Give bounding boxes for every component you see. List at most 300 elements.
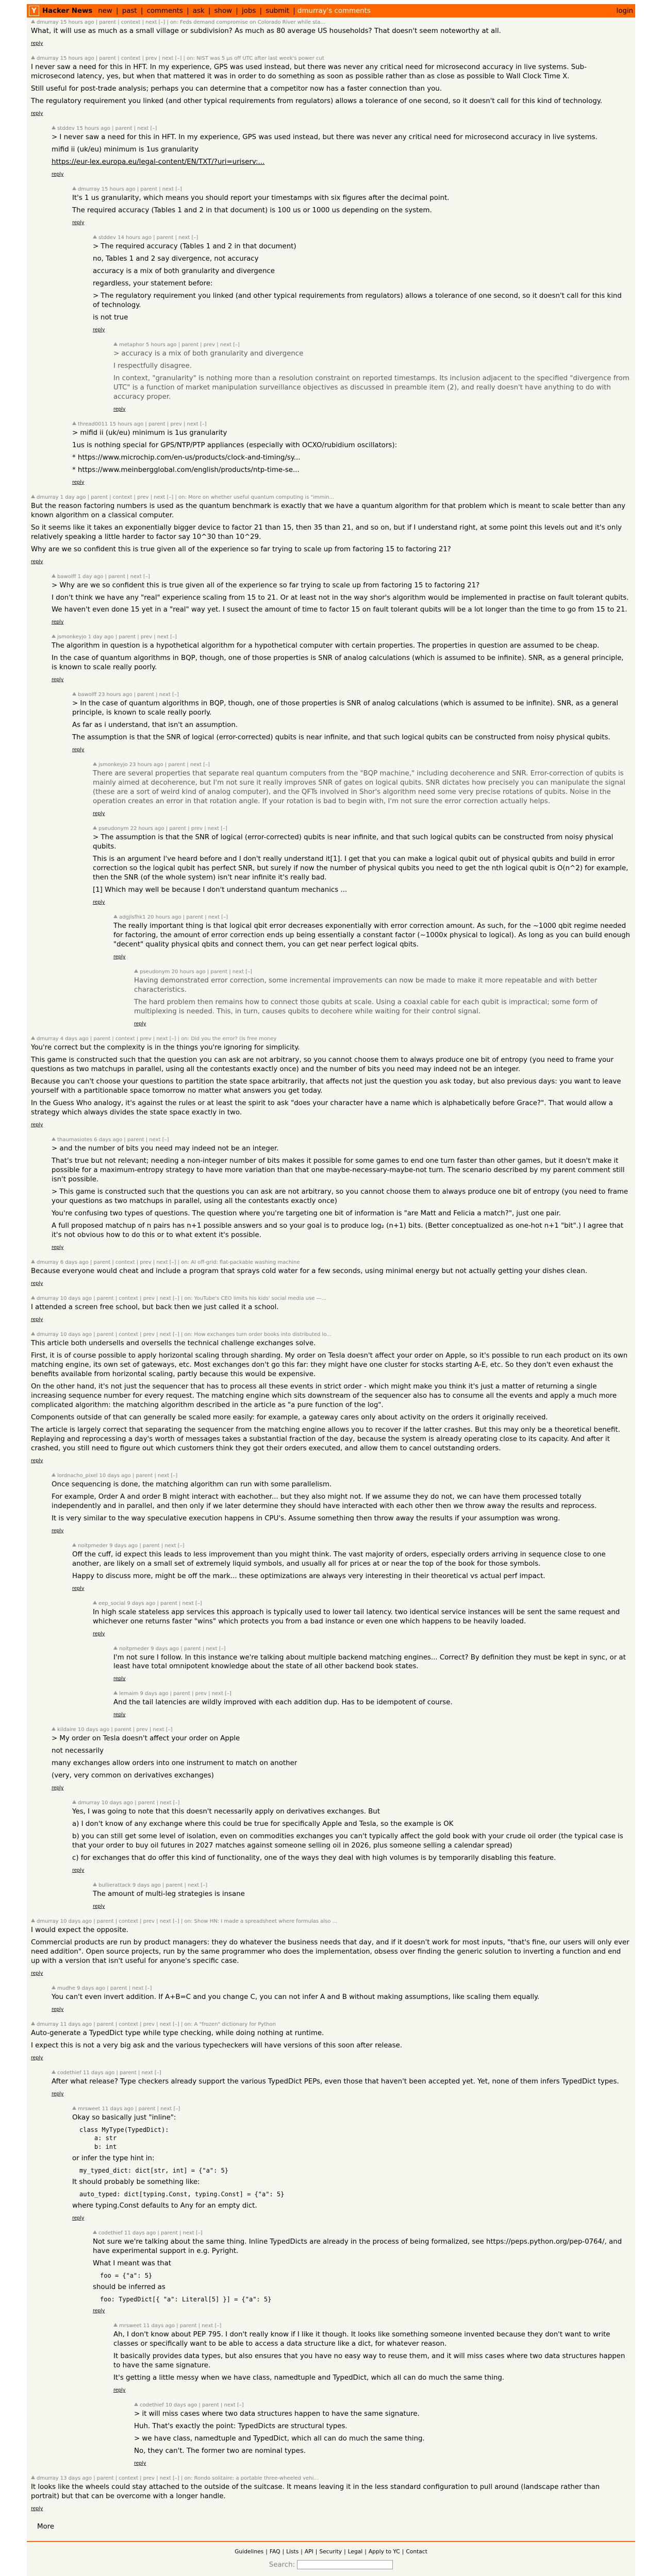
upvote-arrow-icon[interactable] [31, 2476, 35, 2479]
comment-paragraph: (very, very common on derivatives exchanges) [52, 1772, 214, 1780]
comment-paragraph: > Why are we so confident this is true given all of the experience so far trying to scale up from factoring 15 to factoring 21? [52, 581, 480, 589]
upvote-arrow-icon[interactable] [52, 1473, 56, 1477]
comment-age[interactable]: 11 days ago [102, 2106, 134, 2112]
reply-link[interactable]: reply [52, 2007, 64, 2013]
comment-header [52, 574, 630, 580]
comment [113, 1646, 635, 1689]
comment-age[interactable]: 23 hours ago [98, 692, 133, 698]
upvote-arrow-icon[interactable] [93, 826, 97, 829]
comment-age[interactable]: 15 hours ago [60, 20, 94, 25]
reply-link[interactable]: reply [72, 747, 85, 753]
upvote-arrow-icon[interactable] [31, 495, 35, 498]
comment-age[interactable]: 10 days ago [99, 1472, 131, 1479]
reply-link[interactable]: reply [93, 900, 105, 906]
comment-paragraph: or infer the type hint in: [72, 2154, 155, 2162]
upvote-arrow-icon[interactable] [72, 1800, 76, 1804]
footer-separator: | [402, 2548, 404, 2555]
comment-user[interactable]: dmurray [37, 494, 59, 500]
comment [31, 1260, 635, 1294]
reply-link[interactable]: reply [31, 2055, 43, 2061]
comment-age[interactable]: 20 hours ago [171, 969, 206, 975]
reply-link[interactable]: reply [31, 1971, 43, 1977]
comment-age[interactable]: 20 hours ago [147, 914, 181, 921]
comment-text [93, 769, 630, 806]
reply-link[interactable]: reply [72, 219, 85, 226]
comment-paragraph: no, Tables 1 and 2 say divergence, not accuracy [93, 255, 259, 263]
comment-nav[interactable]: | parent | next [–] [183, 914, 228, 921]
comment-paragraph: A full proposed matchup of n pairs has n+1 possible answers and so your goal is to produce log₂ (n+1) bits. (Better conceptualized as one-hot n+1 "bit".) I agree that it's not obvious how to do this or to what extent it's possible. [52, 1222, 624, 1239]
comment-age[interactable]: 10 days ago [101, 1800, 133, 1806]
comment-nav[interactable]: | parent | next [–] [112, 125, 157, 131]
comment-age[interactable]: 15 hours ago [76, 125, 110, 131]
comment [31, 2022, 635, 2068]
comment-nav[interactable]: | parent | next [–] [137, 186, 182, 192]
comment-paragraph: not necessarily [52, 1747, 104, 1755]
comment-text [52, 133, 630, 167]
comment-age[interactable]: 9 days ago [151, 1646, 179, 1652]
comment-header [31, 1296, 630, 1301]
comment-age[interactable]: 9 days ago [132, 1883, 161, 1889]
reply-link[interactable]: reply [52, 619, 64, 625]
comment-user[interactable]: stddev [98, 234, 116, 241]
reply-link[interactable]: reply [113, 1676, 126, 1682]
comment-nav[interactable]: | parent | prev | next [–] [115, 634, 177, 640]
footer [27, 2541, 635, 2576]
comment-paragraph: Because you can't choose your questions to partition the state space arbitrarily, that affects not just the question you ask today, but also previous days: you want to leave yourself with a partitionable space tomorrow no matter what answers you get today. [31, 1078, 621, 1095]
comment-text [93, 1890, 630, 1899]
upvote-arrow-icon[interactable] [52, 574, 56, 578]
y-logo[interactable]: Y [29, 6, 39, 16]
comment-user[interactable]: lordnacho_pixel [57, 1472, 98, 1479]
comment-age[interactable]: 9 days ago [77, 1986, 106, 1992]
comment-age[interactable]: 6 days ago [60, 1259, 89, 1265]
upvote-arrow-icon[interactable] [31, 1036, 35, 1040]
comment [31, 56, 635, 124]
upvote-arrow-icon[interactable] [31, 1332, 35, 1335]
upvote-arrow-icon[interactable] [72, 1543, 76, 1547]
top-bar [27, 4, 635, 18]
comment-user[interactable]: dmurray [37, 1036, 59, 1042]
comment-user[interactable]: dmurray [78, 1800, 100, 1806]
comment-nav[interactable]: | parent | next [–] [162, 1883, 208, 1889]
user-comments-title[interactable]: dmurray's comments [297, 7, 371, 15]
comment-age[interactable]: 5 hours ago [146, 342, 177, 348]
reply-link[interactable]: reply [52, 171, 64, 177]
reply-link[interactable]: reply [31, 110, 43, 116]
comment-paragraph: Auto-generate a TypedDict type while type checking, while doing nothing at runtime. [31, 2029, 324, 2038]
comment-paragraph: is not true [93, 313, 128, 321]
upvote-arrow-icon[interactable] [31, 20, 35, 23]
comment-text [134, 2410, 630, 2456]
comment-list [27, 18, 635, 2519]
comment-user[interactable]: dmurray [37, 20, 59, 25]
comment-user[interactable]: thaumasiotes [57, 1137, 92, 1143]
comment-age[interactable]: 6 days ago [94, 1137, 123, 1143]
comment-age[interactable]: 4 days ago [60, 1036, 89, 1042]
comment-paragraph: Okay so basically just "inline": [72, 2114, 176, 2122]
comment-user[interactable]: bullierattack [98, 1883, 131, 1889]
comment-nav[interactable]: | parent | context | prev | next [–] | on: Rondo solitaire: a portable three-wheeled vehi... [93, 2476, 319, 2482]
upvote-arrow-icon[interactable] [31, 1919, 35, 1922]
comment [52, 1473, 635, 1541]
comment [72, 1543, 635, 1599]
comment-header [72, 1543, 630, 1549]
comment-nav[interactable]: | parent | next [–] [132, 1472, 178, 1479]
code-block: my_typed_dict: dict[str, int] = {"a": 5} [79, 2166, 228, 2174]
comment-age[interactable]: 14 hours ago [118, 234, 152, 241]
comment-paragraph: The assumption is that the SNR of logical (error-corrected) qubits is near infinite, and that such logical qubits can be constructed from noisy physical qubits. [72, 734, 610, 742]
comment-nav[interactable]: | parent | context | prev | next [–] | on: A "frozen" dictionary for Python [93, 2022, 276, 2028]
comment-nav[interactable]: | parent | prev | next [–] [170, 1691, 231, 1697]
upvote-arrow-icon[interactable] [31, 1260, 35, 1263]
upvote-arrow-icon[interactable] [52, 1137, 56, 1141]
reply-link[interactable]: reply [113, 406, 126, 412]
comment-user[interactable]: dmurray [37, 2476, 59, 2482]
footer-link[interactable]: API [304, 2548, 313, 2555]
comment-nav[interactable]: | parent | next [–] [157, 1600, 202, 1606]
comment-age[interactable]: 15 hours ago [60, 55, 94, 61]
footer-separator: | [301, 2548, 303, 2555]
reply-link[interactable]: reply [93, 1631, 105, 1637]
comment-paragraph: The algorithm in question is a hypothetical algorithm for a hypothetical computer with certain properties. The properties in question are assumed to be cheap. [52, 642, 600, 650]
comment-header [93, 1601, 630, 1606]
comment-nav[interactable]: | parent | next [–] [207, 969, 252, 975]
comment-user[interactable]: metaphor [119, 342, 144, 348]
comment-nav[interactable]: | parent | next [–] [134, 692, 179, 698]
comment-paragraph: > The regulatory requirement you linked (and other typical requirements from regulators) allows a tolerance of one second, so it doesn't call for this kind of technology. [93, 292, 622, 309]
footer-link[interactable]: Guidelines [235, 2548, 264, 2555]
upvote-arrow-icon[interactable] [72, 692, 76, 696]
comment-age[interactable]: 9 days ago [140, 1691, 169, 1697]
comment-user[interactable]: noitpmeder [119, 1646, 150, 1652]
more-link[interactable]: More [37, 2523, 55, 2531]
nav-link-comments[interactable]: comments [146, 7, 183, 15]
reply-link[interactable]: reply [93, 811, 105, 817]
comment [72, 2106, 635, 2228]
comment-user[interactable]: dmurray [37, 55, 59, 61]
upvote-arrow-icon[interactable] [31, 56, 35, 59]
comment-text [113, 2330, 630, 2383]
comment [93, 235, 635, 340]
nav-link-new[interactable]: new [98, 7, 112, 15]
reply-link[interactable]: reply [134, 1021, 146, 1027]
comment [93, 762, 635, 824]
search-input[interactable] [297, 2560, 393, 2569]
comment-paragraph: It is very similar to the way speculative execution happens in CPU's. Assume something then throw away the results if your assumption was wrong. [52, 1514, 560, 1522]
comment-paragraph: The hard problem then remains how to connect those qubits at scale. Using a coaxial cable for each qubit is impractical; some form of multiplexing is needed. This, in turn, causes qubits to decohere while waiting for their control signal. [134, 998, 598, 1016]
comment-header [113, 2323, 630, 2329]
comment-paragraph: Once sequencing is done, the matching algorithm can run with some parallelism. [52, 1480, 332, 1488]
comment-nav[interactable]: | parent | next [–] [157, 2230, 203, 2236]
footer-link[interactable]: Apply to YC [368, 2548, 400, 2555]
reply-link[interactable]: reply [52, 1785, 64, 1791]
comment-nav[interactable]: | parent | context | prev | next [–] | on: NIST was 5 µs off UTC after last week's power cut [95, 55, 324, 61]
comment-age[interactable]: 23 hours ago [129, 762, 163, 768]
comment-paragraph: For example, Order A and order B might interact with eachother... but they also might not. If we assume they do not, we can have them processed totally independently and in parallel, and then only if we later determine they should have interacted with each other then we throw away the results and reprocess. [52, 1493, 597, 1510]
comment-paragraph: So it seems like it takes an exponentially bigger device to factor 21 than 15, then 35 than 21, and so on, but if I understand right, at some point this levels out and it's only relatively speaking a little harder to factor say 10^30 than 10^29. [31, 523, 622, 541]
comment-paragraph: Why are we so confident this is true given all of the experience so far trying to scale up from factoring 15 to factoring 21? [31, 545, 451, 553]
nav-link-jobs[interactable]: jobs [242, 7, 256, 15]
upvote-arrow-icon[interactable] [113, 2323, 118, 2327]
upvote-arrow-icon[interactable] [113, 1646, 118, 1650]
upvote-arrow-icon[interactable] [31, 1296, 35, 1299]
comment-paragraph: a) I don't know of any exchange where this could be true for specifically Apple and Tesla, so the example is OK [72, 1820, 454, 1828]
upvote-arrow-icon[interactable] [113, 914, 118, 918]
comment-age[interactable]: 13 days ago [60, 2476, 92, 2482]
comment-nav[interactable]: | parent | context | prev | next [–] | on: How exchanges turn order books into distributed lo... [93, 1331, 332, 1337]
comment-paragraph: I expect this is not a very big ask and the various typecheckers will have versions of this soon after release. [31, 2042, 402, 2050]
comment-user[interactable]: jsmonkeyjo [57, 634, 87, 640]
reply-link[interactable]: reply [52, 2091, 64, 2097]
comment-nav[interactable]: | parent | next [–] [198, 2402, 244, 2409]
comment-user[interactable]: stddev [57, 125, 75, 131]
comment-paragraph: In context, "granularity" is nothing more than a resolution constraint on reported timestamps. Its inclusion adjacent to the specified "divergence from UTC" is a function of market manipulation surveillance objectives as discussed in preamble item (2), and really doesn't have anything to do with accuracy proper. [113, 374, 630, 401]
comment-nav[interactable]: | parent | next [–] [176, 2323, 222, 2329]
comment-paragraph: And the tail latencies are wildly improved with each addition dup. Has to be idempotent of course. [113, 1699, 453, 1707]
comment-text [31, 1926, 630, 1966]
comment-paragraph: I don't think we have any "real" experience scaling from 15 to 21. Or at least not in the way shor's algorithm would be implemented in practise on fault tolerant qubits. [52, 594, 629, 602]
upvote-arrow-icon[interactable] [72, 187, 76, 190]
comment-nav[interactable]: | parent | context | next [–] | on: Feds demand compromise on Colorado River while sta... [95, 20, 325, 25]
reply-link[interactable]: reply [134, 2461, 146, 2467]
comment-paragraph: What I meant was that [93, 2260, 171, 2268]
comment-user[interactable]: pseudonym [98, 826, 129, 832]
upvote-arrow-icon[interactable] [72, 2106, 76, 2110]
comment-paragraph: * https://www.microchip.com/en-us/products/clock-and-timing/sy... [72, 453, 301, 462]
upvote-arrow-icon[interactable] [72, 421, 76, 425]
comment-paragraph: There are several properties that separate real quantum computers from the "BQP machine," including decoherence and SNR. Error-correction of qubits is mainly aimed at decoherence, but I'm not sure it really improves SNR of gates on logical qubits. SNR dictates how precisely you can manipulate the signal (these are a sort of weird kind of analog computer), and the QFTs involved in Shor's algorithm need some very precise rotations of qubits. Noise in the operation creates an error in that rotation angle. If your rotation is bad to begin with, I'm not sure the error correction actually helps. [93, 770, 625, 806]
reply-link[interactable]: reply [93, 2308, 105, 2314]
comment-paragraph: where typing.Const defaults to Any for an empty dict. [72, 2202, 257, 2210]
comment-text [52, 1144, 630, 1240]
reply-link[interactable]: reply [31, 558, 43, 565]
reply-link[interactable]: reply [72, 1868, 85, 1874]
comment-text [31, 1043, 630, 1117]
comment-paragraph: * https://www.meinbergglobal.com/english/products/ntp-time-se... [72, 466, 300, 474]
comment [134, 969, 635, 1034]
comment-paragraph: You can't even invert addition. If A+B=C and you change C, you can not infer A and B without making assumptions, like scaling them equally. [52, 1993, 540, 2002]
comment-user[interactable]: bawolff [57, 573, 76, 580]
comment-user[interactable]: dmurray [78, 186, 100, 192]
comment-header [72, 1800, 630, 1806]
comment-age[interactable]: 11 days ago [83, 2070, 115, 2076]
comment-paragraph: Because everyone would cheat and include a program that sprays cold water for a few seconds, using minimal energy but not actually getting your dishes clean. [31, 1267, 588, 1275]
comment-paragraph: The article is largely correct that separating the sequencer from the matching engine allows you to recover if the latter crashes. But this may only be a theoretical benefit. Replaying and reprocessing a day's worth of messages takes a substantial fraction of the day, because the system is already operating close to its capacity. And after it crashed, you still need to figure out which customers think they got their orders executed, and allow them to cancel outstanding orders. [31, 1426, 620, 1452]
comment-nav[interactable]: | parent | next [–] [180, 1646, 226, 1652]
comment-age[interactable]: 9 days ago [127, 1600, 156, 1606]
footer-link[interactable]: Lists [286, 2548, 299, 2555]
comment-paragraph: In the Guess Who analogy, it's against the rules or at least the spirit to ask "does your character have a name which is alphabetically before Grace?". That would allow a strategy which always divides the state space exactly in two. [31, 1099, 613, 1116]
comment-user[interactable]: codethief [57, 2070, 81, 2076]
comment-age[interactable]: 1 day ago [77, 573, 104, 580]
reply-link[interactable]: reply [31, 2506, 43, 2512]
reply-link[interactable]: reply [72, 2215, 85, 2222]
comment [113, 914, 635, 967]
comment-user[interactable]: dmurray [37, 1259, 59, 1265]
upvote-arrow-icon[interactable] [31, 2022, 35, 2025]
comment-nav[interactable]: | parent | context | prev | next [–] | on: More on whether useful quantum computing is "immin... [87, 494, 335, 500]
comment-user[interactable]: adgjlsfhk1 [119, 914, 146, 921]
comment-age[interactable]: 10 days ago [60, 1919, 92, 1925]
comment-paragraph: accuracy is a mix of both granularity and divergence [93, 267, 275, 275]
comment-age[interactable]: 11 days ago [60, 2022, 92, 2028]
comment-age[interactable]: 9 days ago [109, 1543, 138, 1549]
upvote-arrow-icon[interactable] [52, 2070, 56, 2074]
nav-separator: | [184, 7, 191, 15]
nav-separator: | [234, 7, 241, 15]
comment-nav[interactable]: | parent | context | prev | next [–] | on: Did you the error? (Is free money [90, 1036, 277, 1042]
upvote-arrow-icon[interactable] [134, 2402, 138, 2406]
comment-age[interactable]: 10 days ago [77, 1727, 110, 1733]
reply-link[interactable]: reply [72, 479, 85, 485]
nav-link-ask[interactable]: ask [192, 7, 205, 15]
reply-link[interactable]: reply [31, 1458, 43, 1464]
comment-paragraph: > and the number of bits you need may indeed not be an integer. [52, 1144, 279, 1153]
upvote-arrow-icon[interactable] [93, 235, 97, 239]
nav-separator: | [138, 7, 145, 15]
comment-age[interactable]: 1 day ago [60, 494, 86, 500]
comment-age[interactable]: 15 hours ago [101, 186, 136, 192]
reply-link[interactable]: reply [31, 1122, 43, 1128]
comment-header [72, 421, 630, 427]
nav-link-show[interactable]: show [214, 7, 233, 15]
comment-nav[interactable]: | parent | next [–] [105, 573, 150, 580]
reply-link[interactable]: reply [31, 40, 43, 46]
comment-paragraph: many exchanges allow orders into one instrument to match on another [52, 1759, 297, 1768]
reply-link[interactable]: reply [93, 1904, 105, 1910]
comment-nav[interactable]: | parent | prev | next [–] [145, 421, 207, 427]
reply-link[interactable]: reply [31, 1280, 43, 1286]
nav-link-submit[interactable]: submit [266, 7, 290, 15]
comment-user[interactable]: jsmonkeyjo [98, 762, 128, 768]
comment-user[interactable]: noitpmeder [78, 1543, 108, 1549]
site-title[interactable]: Hacker News [42, 7, 93, 15]
comment-user[interactable]: dmurray [37, 2022, 59, 2028]
reply-link[interactable]: reply [52, 677, 64, 683]
comment-user[interactable]: dmurray [37, 1295, 59, 1301]
comment-user[interactable]: dmurray [37, 1331, 59, 1337]
reply-link[interactable]: reply [52, 1244, 64, 1250]
comment-text [93, 242, 630, 323]
upvote-arrow-icon[interactable] [93, 2230, 97, 2234]
comment-nav[interactable]: | parent | next [–] [153, 234, 198, 241]
comment-text [31, 27, 630, 36]
comment-paragraph: > it will miss cases where two data structures happen to have the same signature. [134, 2410, 420, 2418]
login-link[interactable]: login [616, 7, 633, 15]
comment-user[interactable]: eep_social [98, 1600, 126, 1606]
upvote-arrow-icon[interactable] [113, 1691, 118, 1694]
comment-user[interactable]: mrsweet [119, 2323, 142, 2329]
comment-nav[interactable]: | parent | next [–] [164, 762, 210, 768]
nav-link-past[interactable]: past [122, 7, 137, 15]
comment [31, 1036, 635, 1135]
comment-age[interactable]: 1 day ago [88, 634, 114, 640]
upvote-arrow-icon[interactable] [93, 1601, 97, 1604]
comment-user[interactable]: pseudonym [140, 969, 170, 975]
comment-user[interactable]: lemaim [119, 1691, 139, 1697]
comment-user[interactable]: dmurray [37, 1919, 59, 1925]
footer-link[interactable]: Contact [406, 2548, 427, 2555]
comment-paragraph: [1] Which may well be because I don't understand quantum mechanics ... [93, 886, 347, 894]
comment-user[interactable]: codethief [140, 2402, 164, 2409]
comment-paragraph: b) you can still get some level of isolation, even on commodities exchanges you can't typically affect the gold book with your crude oil order (the typical case is that your order to buy oil futures in 2027 matches against someone selling oil in 2026, plus someone selling a calendar spread) [72, 1833, 623, 1850]
comment-paragraph: It's getting a little messy when we have class, namedtuple and TypedDict, which all can do much the same thing. [113, 2374, 505, 2382]
upvote-arrow-icon[interactable] [134, 969, 138, 973]
comment-nav[interactable]: | parent | next [–] [116, 2070, 161, 2076]
comment-age[interactable]: 10 days ago [166, 2402, 197, 2409]
code-block: foo: TypedDict[{ "a": Literal[5] }] = {"a": 5} [100, 2296, 272, 2303]
comment-header [31, 20, 630, 25]
upvote-arrow-icon[interactable] [52, 634, 56, 638]
comment-user[interactable]: bawolff [78, 692, 97, 698]
comment-nav[interactable]: | parent | prev | next [–] [178, 342, 240, 348]
reply-link[interactable]: reply [113, 954, 126, 960]
comment [72, 187, 635, 233]
footer-link[interactable]: Legal [347, 2548, 363, 2555]
comment-age[interactable]: 11 days ago [143, 2323, 175, 2329]
comment-nav[interactable]: | parent | next [–] [135, 1800, 180, 1806]
comment-user[interactable]: thread0011 [78, 421, 108, 427]
upvote-arrow-icon[interactable] [113, 342, 118, 346]
comment-paragraph[interactable]: https://eur-lex.europa.eu/legal-content/EN/TXT/?uri=uriserv:... [52, 158, 265, 166]
upvote-arrow-icon[interactable] [52, 126, 56, 129]
reply-link[interactable]: reply [113, 1712, 126, 1718]
upvote-arrow-icon[interactable] [93, 762, 97, 766]
comment-age[interactable]: 22 hours ago [130, 826, 164, 832]
comment-paragraph: I attended a screen free school, but back then we just called it a school. [31, 1303, 279, 1311]
comment-paragraph: > we have class, namedtuple and TypedDict, which all can do much the same thing. [134, 2435, 425, 2443]
comment-nav[interactable]: | parent | prev | next [–] [111, 1727, 173, 1733]
comment-user[interactable]: codethief [98, 2230, 123, 2236]
comment-age[interactable]: 10 days ago [60, 1331, 92, 1337]
comment-paragraph: mifid ii (uk/eu) minimum is 1us granularity [52, 145, 199, 154]
comment-age[interactable]: 15 hours ago [109, 421, 144, 427]
comment-nav[interactable]: | parent | next [–] [135, 2106, 180, 2112]
reply-link[interactable]: reply [52, 1528, 64, 1534]
reply-link[interactable]: reply [93, 327, 105, 333]
comment-header [113, 1646, 630, 1652]
comment-nav[interactable]: | parent | prev | next [–] [166, 826, 227, 832]
comment-nav[interactable]: | parent | context | prev | next [–] | on: Show HN: I made a spreadsheet where formulas also ... [93, 1919, 338, 1925]
comment-nav[interactable]: | parent | next [–] [124, 1137, 169, 1143]
footer-link[interactable]: FAQ [269, 2548, 280, 2555]
comment-nav[interactable]: | parent | next [–] [139, 1543, 185, 1549]
reply-link[interactable]: reply [113, 2387, 126, 2394]
footer-separator: | [344, 2548, 346, 2555]
comment-user[interactable]: mrsweet [78, 2106, 101, 2112]
comment-header [113, 914, 630, 920]
upvote-arrow-icon[interactable] [93, 1883, 97, 1886]
comment-age[interactable]: 10 days ago [60, 1295, 92, 1301]
comment-user[interactable]: mudhe [57, 1986, 75, 1992]
upvote-arrow-icon[interactable] [52, 1986, 56, 1989]
footer-link[interactable]: Security [319, 2548, 342, 2555]
upvote-arrow-icon[interactable] [52, 1727, 56, 1731]
comment-header [52, 2070, 630, 2076]
comment [52, 1137, 635, 1258]
reply-link[interactable]: reply [72, 1585, 85, 1591]
reply-link[interactable]: reply [31, 1316, 43, 1323]
comment-nav[interactable]: | parent | next [–] [107, 1986, 152, 1992]
comment-age[interactable]: 11 days ago [124, 2230, 156, 2236]
comment-paragraph: I'm not sure I follow. In this instance we're talking about multiple backend matching engines... Correct? By definition they must be kept in sync, or at least have total omnipotent knowledge about the state of all other backend book states. [113, 1653, 626, 1671]
comment-nav[interactable]: | parent | context | prev | next [–] | on: YouTube's CEO limits his kids' social media use —... [93, 1295, 327, 1301]
comment-nav[interactable]: | parent | context | prev | next [–] | on: AI off-grid: flat-packable washing machine [90, 1259, 300, 1265]
comment [31, 495, 635, 572]
comment-paragraph: On the other hand, it's not just the sequencer that has to process all these events in strict order - which might make you think it's just a matter of returning a single increasing sequence number for every request. The matching engine which sits downstream of the sequencer also has to consume all the events and apply a much more complicated algorithm: the matching algorithm described in the article as "a pure function of the log". [31, 1382, 617, 1409]
comment-user[interactable]: kildaire [57, 1727, 76, 1733]
comment [113, 2323, 635, 2400]
